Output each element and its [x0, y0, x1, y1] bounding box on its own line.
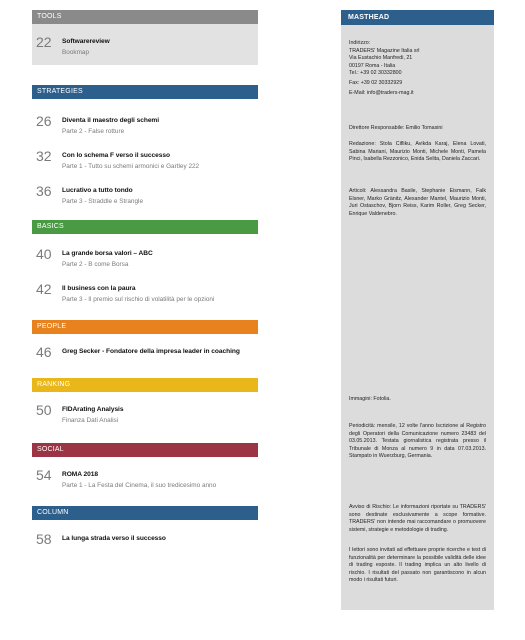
masthead-risk-notice [349, 504, 486, 534]
masthead-periodicity [349, 423, 486, 461]
section-header-strategies: STRATEGIES [32, 85, 258, 99]
section-basics [32, 220, 258, 304]
section-people [32, 320, 258, 360]
section-header-basics: BASICS [32, 220, 258, 234]
page-number: 54 [36, 467, 52, 483]
page-number: 40 [36, 246, 52, 262]
toc-entry[interactable] [32, 402, 258, 425]
article-subtitle: Parte 3 - Il premio sul rischio di volatilità per le opzioni [62, 296, 215, 303]
page-number: 36 [36, 183, 52, 199]
section-social [32, 443, 258, 490]
toc-entry[interactable] [32, 148, 258, 171]
address-line: Tel.: +39 02 30332800 [349, 70, 402, 77]
article-subtitle: Parte 2 - B come Borsa [62, 261, 129, 268]
masthead-panel [341, 10, 494, 610]
masthead-director [349, 125, 486, 133]
article-title: La lunga strada verso il successo [62, 535, 166, 542]
section-header-column: COLUMN [32, 506, 258, 520]
page-number: 32 [36, 148, 52, 164]
readers-text: I lettori sono invitati ad effettuare proprie ricerche e test di funzionalità per determinare la possibile validità delle idee di trading esposte. Il trading implica un alto livello di rischio. I risultati del passato non garantiscono in alcun modo i risultati futuri. [349, 547, 486, 584]
address-line: 00197 Roma - Italia [349, 62, 396, 69]
toc-entry[interactable] [32, 531, 258, 547]
section-ranking [32, 378, 258, 425]
address-line: Fax: +39 02 30332929 [349, 79, 403, 86]
toc-entry[interactable] [32, 183, 258, 206]
masthead-readers-notice [349, 547, 486, 585]
article-title: Greg Secker - Fondatore della impresa leader in coaching [62, 348, 240, 355]
tools-box [32, 24, 258, 65]
article-subtitle: Parte 1 - La Festa del Cinema, il suo tredicesimo anno [62, 482, 217, 489]
editors-text: Redazione: Stola Cifliku, Avikda Karaj, Elena Lovati, Sabina Mariani, Maurizio Monti, Michele Monti, Pamela Pinci, Isabella Rezzonico, Enida Selita, Daniela Zaccari. [349, 141, 486, 163]
article-title: FIDArating Analysis [62, 406, 124, 413]
section-header-people: PEOPLE [32, 320, 258, 334]
section-header-tools: TOOLS [32, 10, 258, 24]
article-title: Lucrativo a tutto tondo [62, 187, 133, 194]
table-of-contents [32, 10, 258, 547]
article-subtitle: Parte 1 - Tutto su schemi armonici e Gartley 222 [62, 163, 200, 170]
section-column [32, 506, 258, 547]
toc-entry[interactable] [32, 344, 258, 360]
article-subtitle: Finanza Dati Analisi [62, 417, 119, 424]
risk-text: Avviso di Rischio: Le informazioni riportate su TRADERS' sono destinate esclusivamente a scope formative. TRADERS' non intende mai raccomandare o promuovere sistemi, strategie e metodologie di trading. [349, 504, 486, 533]
article-title: ROMA 2018 [62, 471, 98, 478]
masthead-articles [349, 188, 486, 218]
section-header-ranking: RANKING [32, 378, 258, 392]
director-text: Direttore Responsabile: Emilio Tomasini [349, 125, 443, 131]
toc-entry[interactable] [32, 246, 258, 269]
articles-text: Articoli: Alessandra Basile, Stephanie Eismann, Falk Elsner, Marko Gränitz, Alexander Mantel, Maurizio Monti, Juri Ostaschov, Bjorn Reiss, Karim Roller, Greg Secker, Enrique Valdenebro. [349, 188, 486, 217]
toc-entry[interactable] [32, 34, 258, 57]
page-number: 26 [36, 113, 52, 129]
images-text: Immagini: Fotolia. [349, 396, 391, 402]
masthead-images [349, 396, 486, 404]
page-number: 58 [36, 531, 52, 547]
address-line: Indirizzo: [349, 40, 371, 46]
page-number: 50 [36, 402, 52, 418]
page-number: 42 [36, 281, 52, 297]
article-title: Softwarereview [62, 38, 110, 45]
article-subtitle: Bookmap [62, 49, 89, 56]
periodicity-text: Periodicità: mensile, 12 volte l'anno Iscrizione al Registro degli Operatori della Comunicazione numero 23483 del 03.05.2013. Testata giornalistica registrata presso il Tribunale di Monza al numero 9 in data 07.03.2013. Stampato in Wuerzburg, Germania. [349, 423, 486, 460]
article-subtitle: Parte 3 - Straddle e Strangle [62, 198, 143, 205]
page-number: 46 [36, 344, 52, 360]
article-title: Con lo schema F verso il successo [62, 152, 170, 159]
article-title: Il business con la paura [62, 285, 136, 292]
toc-entry[interactable] [32, 467, 258, 490]
toc-entry[interactable] [32, 113, 258, 136]
masthead-address [349, 40, 486, 97]
section-header-social: SOCIAL [32, 443, 258, 457]
masthead-editors [349, 141, 486, 164]
article-subtitle: Parte 2 - False rotture [62, 128, 125, 135]
masthead-header: MASTHEAD [341, 10, 494, 25]
email-line[interactable]: E-Mail: info@traders-mag.it [349, 89, 414, 96]
article-title: La grande borsa valori – ABC [62, 250, 153, 257]
page-number: 22 [36, 34, 52, 50]
section-strategies [32, 85, 258, 206]
toc-entry[interactable] [32, 281, 258, 304]
address-line: Via Eustachio Manfredi, 21 [349, 55, 413, 62]
section-tools [32, 10, 258, 65]
address-line: TRADERS' Magazine Italia srl [349, 47, 420, 54]
article-title: Diventa il maestro degli schemi [62, 117, 160, 124]
